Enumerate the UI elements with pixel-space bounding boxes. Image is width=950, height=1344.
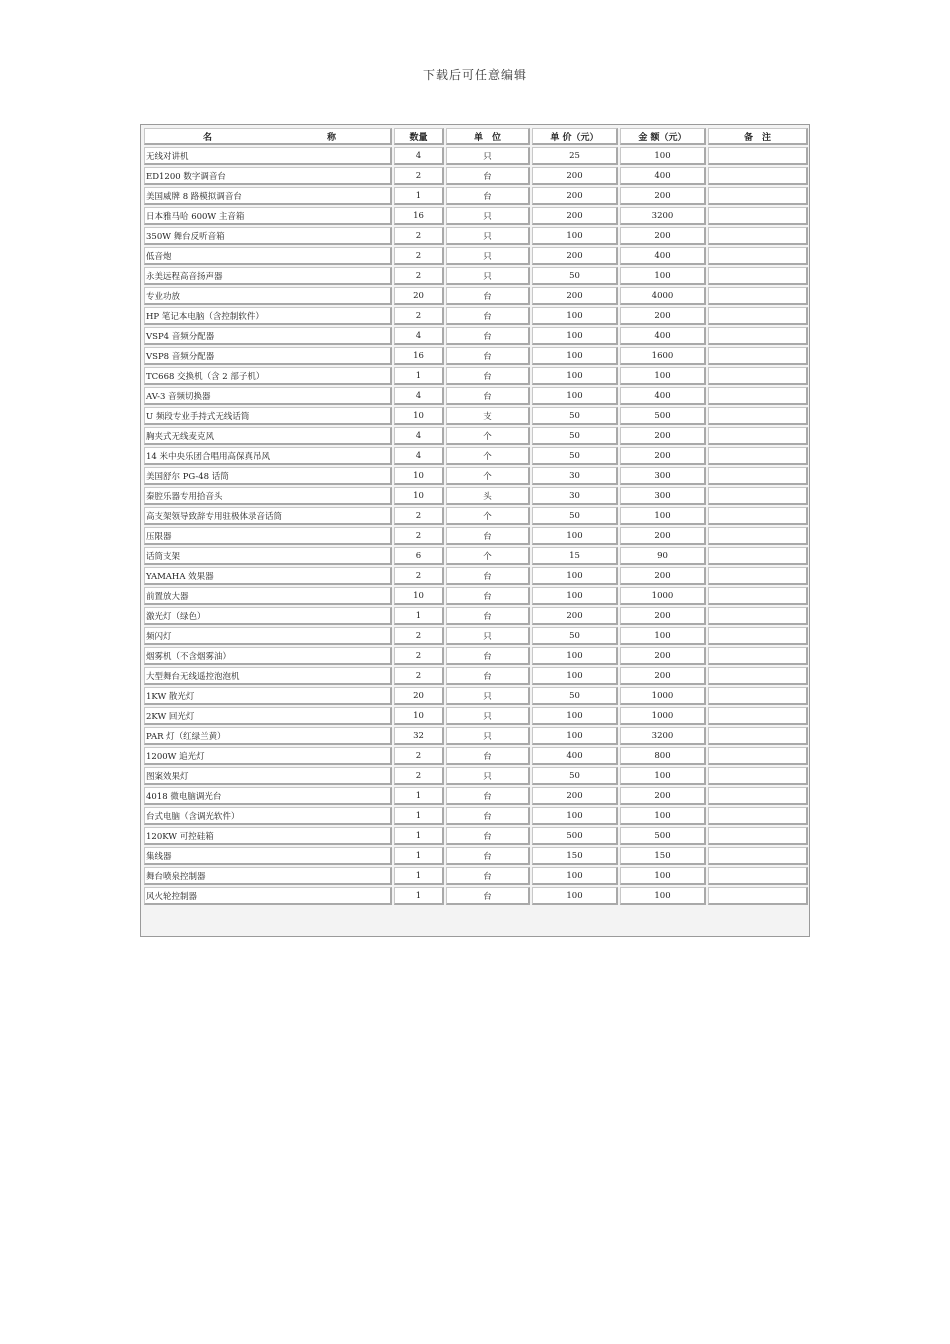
cell-qty: 20 [394,687,444,705]
cell-price: 200 [532,247,618,265]
cell-unit: 台 [446,307,530,325]
cell-price: 50 [532,507,618,525]
cell-amount: 90 [620,547,706,565]
cell-amount: 3200 [620,727,706,745]
cell-amount: 100 [620,367,706,385]
cell-qty: 1 [394,847,444,865]
cell-remark [708,887,808,905]
cell-name: 图案效果灯 [144,767,392,785]
cell-amount: 4000 [620,287,706,305]
cell-name: 1KW 散光灯 [144,687,392,705]
cell-price: 100 [532,727,618,745]
table-row [144,167,808,185]
cell-unit: 台 [446,567,530,585]
cell-name: HP 笔记本电脑（含控制软件） [144,307,392,325]
cell-amount: 200 [620,447,706,465]
header-amount: 金 额（元） [620,128,706,145]
cell-price: 200 [532,167,618,185]
cell-remark [708,847,808,865]
cell-amount: 100 [620,507,706,525]
cell-qty: 4 [394,427,444,445]
cell-name: 高支架领导致辞专用驻极体录音话筒 [144,507,392,525]
table-row [144,147,808,165]
cell-qty: 10 [394,407,444,425]
cell-amount: 300 [620,487,706,505]
cell-remark [708,447,808,465]
cell-amount: 3200 [620,207,706,225]
cell-amount: 400 [620,387,706,405]
table-row [144,827,808,845]
table-row [144,187,808,205]
table-row [144,247,808,265]
cell-price: 100 [532,667,618,685]
cell-unit: 个 [446,507,530,525]
cell-unit: 台 [446,887,530,905]
cell-qty: 2 [394,667,444,685]
cell-amount: 150 [620,847,706,865]
table-row [144,487,808,505]
cell-name: 频闪灯 [144,627,392,645]
cell-price: 200 [532,207,618,225]
cell-qty: 1 [394,787,444,805]
cell-unit: 台 [446,847,530,865]
cell-unit: 只 [446,267,530,285]
table-row [144,647,808,665]
table-row [144,287,808,305]
cell-price: 200 [532,187,618,205]
cell-unit: 只 [446,767,530,785]
cell-qty: 10 [394,707,444,725]
cell-name: 风火轮控制器 [144,887,392,905]
table-row [144,727,808,745]
cell-remark [708,607,808,625]
table-row [144,367,808,385]
cell-amount: 1000 [620,707,706,725]
cell-name: TC668 交换机（含 2 部子机） [144,367,392,385]
cell-qty: 6 [394,547,444,565]
cell-qty: 4 [394,147,444,165]
cell-name: 永美远程高音扬声器 [144,267,392,285]
cell-qty: 1 [394,187,444,205]
cell-price: 50 [532,407,618,425]
cell-price: 100 [532,347,618,365]
cell-unit: 台 [446,747,530,765]
cell-remark [708,527,808,545]
cell-amount: 200 [620,187,706,205]
cell-amount: 800 [620,747,706,765]
cell-remark [708,187,808,205]
cell-price: 100 [532,707,618,725]
cell-unit: 台 [446,787,530,805]
table-row [144,387,808,405]
cell-remark [708,867,808,885]
cell-remark [708,307,808,325]
cell-remark [708,567,808,585]
cell-remark [708,727,808,745]
cell-amount: 300 [620,467,706,485]
cell-unit: 台 [446,347,530,365]
cell-remark [708,207,808,225]
cell-amount: 500 [620,407,706,425]
cell-name: 前置放大器 [144,587,392,605]
cell-name: 烟雾机（不含烟雾油） [144,647,392,665]
cell-qty: 20 [394,287,444,305]
cell-unit: 只 [446,627,530,645]
cell-remark [708,587,808,605]
table-row [144,867,808,885]
cell-qty: 1 [394,367,444,385]
equipment-table-frame [140,124,810,937]
cell-qty: 16 [394,207,444,225]
header-qty: 数量 [394,128,444,145]
cell-price: 150 [532,847,618,865]
cell-qty: 2 [394,267,444,285]
table-body [144,147,808,905]
cell-qty: 2 [394,767,444,785]
cell-unit: 台 [446,527,530,545]
cell-name: U 频段专业手持式无线话筒 [144,407,392,425]
cell-unit: 个 [446,427,530,445]
table-row [144,207,808,225]
cell-amount: 100 [620,627,706,645]
cell-price: 30 [532,467,618,485]
cell-price: 50 [532,767,618,785]
cell-name: 美国威牌 8 路模拟调音台 [144,187,392,205]
cell-price: 50 [532,427,618,445]
cell-qty: 1 [394,867,444,885]
table-row [144,227,808,245]
cell-remark [708,247,808,265]
cell-amount: 1000 [620,587,706,605]
cell-price: 100 [532,587,618,605]
cell-price: 100 [532,807,618,825]
table-row [144,687,808,705]
cell-price: 100 [532,567,618,585]
cell-unit: 台 [446,327,530,345]
cell-amount: 500 [620,827,706,845]
cell-amount: 100 [620,767,706,785]
cell-price: 200 [532,607,618,625]
cell-remark [708,627,808,645]
cell-remark [708,227,808,245]
cell-name: 压限器 [144,527,392,545]
cell-name: VSP4 音频分配器 [144,327,392,345]
cell-unit: 只 [446,247,530,265]
cell-price: 200 [532,787,618,805]
table-row [144,467,808,485]
cell-name: 无线对讲机 [144,147,392,165]
table-row [144,327,808,345]
header-unit: 单 位 [446,128,530,145]
cell-amount: 400 [620,247,706,265]
table-row [144,787,808,805]
cell-remark [708,747,808,765]
cell-qty: 2 [394,527,444,545]
cell-unit: 只 [446,707,530,725]
cell-qty: 10 [394,467,444,485]
cell-remark [708,407,808,425]
cell-remark [708,767,808,785]
cell-price: 100 [532,327,618,345]
cell-unit: 只 [446,207,530,225]
cell-qty: 2 [394,247,444,265]
cell-unit: 只 [446,687,530,705]
cell-name: 1200W 追光灯 [144,747,392,765]
header-name-right: 称 [326,132,336,143]
cell-name: AV-3 音频切换器 [144,387,392,405]
cell-remark [708,367,808,385]
cell-unit: 个 [446,447,530,465]
cell-unit: 台 [446,807,530,825]
cell-price: 50 [532,267,618,285]
cell-unit: 台 [446,287,530,305]
cell-price: 100 [532,307,618,325]
cell-remark [708,807,808,825]
cell-remark [708,707,808,725]
table-row [144,847,808,865]
table-row [144,447,808,465]
cell-name: 激光灯（绿色） [144,607,392,625]
cell-price: 100 [532,527,618,545]
cell-name: 2KW 回光灯 [144,707,392,725]
cell-name: 4018 微电脑调光台 [144,787,392,805]
cell-amount: 1000 [620,687,706,705]
table-row [144,807,808,825]
header-name-left: 名 [203,132,213,143]
cell-remark [708,267,808,285]
table-row [144,607,808,625]
cell-amount: 200 [620,647,706,665]
cell-price: 400 [532,747,618,765]
table-header-row [144,128,808,145]
cell-name: 台式电脑（含调光软件） [144,807,392,825]
cell-remark [708,827,808,845]
table-row [144,427,808,445]
equipment-table [142,126,810,907]
table-row [144,407,808,425]
cell-remark [708,487,808,505]
cell-unit: 台 [446,827,530,845]
cell-price: 50 [532,627,618,645]
cell-qty: 4 [394,327,444,345]
header-price: 单 价（元） [532,128,618,145]
table-row [144,347,808,365]
cell-amount: 400 [620,327,706,345]
cell-price: 25 [532,147,618,165]
cell-qty: 1 [394,607,444,625]
page-header: 下载后可任意编辑 [422,68,527,82]
cell-price: 100 [532,887,618,905]
cell-amount: 200 [620,667,706,685]
cell-name: 舞台喷泉控制器 [144,867,392,885]
cell-remark [708,427,808,445]
table-row [144,667,808,685]
table-row [144,767,808,785]
cell-qty: 2 [394,307,444,325]
cell-amount: 200 [620,427,706,445]
cell-qty: 16 [394,347,444,365]
cell-unit: 头 [446,487,530,505]
cell-unit: 只 [446,227,530,245]
cell-price: 100 [532,367,618,385]
cell-remark [708,147,808,165]
cell-amount: 400 [620,167,706,185]
cell-remark [708,647,808,665]
cell-amount: 200 [620,227,706,245]
cell-amount: 200 [620,787,706,805]
header-remark: 备 注 [708,128,808,145]
cell-price: 50 [532,687,618,705]
cell-qty: 2 [394,647,444,665]
cell-name: 日本雅马哈 600W 主音箱 [144,207,392,225]
cell-unit: 台 [446,607,530,625]
cell-unit: 台 [446,867,530,885]
cell-amount: 200 [620,527,706,545]
cell-remark [708,687,808,705]
cell-name: YAMAHA 效果器 [144,567,392,585]
cell-name: 胸夹式无线麦克风 [144,427,392,445]
cell-qty: 2 [394,567,444,585]
cell-qty: 1 [394,887,444,905]
cell-name: 专业功放 [144,287,392,305]
cell-amount: 200 [620,307,706,325]
cell-unit: 台 [446,667,530,685]
cell-price: 30 [532,487,618,505]
cell-price: 500 [532,827,618,845]
table-row [144,747,808,765]
table-row [144,567,808,585]
cell-amount: 1600 [620,347,706,365]
table-row [144,587,808,605]
cell-unit: 台 [446,167,530,185]
cell-name: PAR 灯（红绿兰黄） [144,727,392,745]
header-name [144,128,392,145]
cell-unit: 台 [446,367,530,385]
cell-amount: 100 [620,867,706,885]
cell-unit: 支 [446,407,530,425]
cell-price: 50 [532,447,618,465]
cell-remark [708,467,808,485]
cell-price: 200 [532,287,618,305]
cell-price: 15 [532,547,618,565]
cell-unit: 台 [446,187,530,205]
cell-price: 100 [532,647,618,665]
cell-unit: 只 [446,727,530,745]
cell-qty: 1 [394,807,444,825]
cell-amount: 100 [620,267,706,285]
cell-remark [708,327,808,345]
cell-name: 美国舒尔 PG-48 话筒 [144,467,392,485]
table-row [144,507,808,525]
cell-price: 100 [532,227,618,245]
table-row [144,527,808,545]
cell-remark [708,667,808,685]
cell-name: VSP8 音频分配器 [144,347,392,365]
cell-qty: 4 [394,447,444,465]
cell-amount: 100 [620,807,706,825]
cell-amount: 200 [620,607,706,625]
cell-unit: 个 [446,547,530,565]
table-row [144,267,808,285]
cell-remark [708,547,808,565]
cell-remark [708,387,808,405]
cell-qty: 32 [394,727,444,745]
cell-unit: 台 [446,387,530,405]
cell-remark [708,167,808,185]
cell-qty: 2 [394,507,444,525]
cell-amount: 100 [620,147,706,165]
cell-qty: 2 [394,627,444,645]
cell-qty: 4 [394,387,444,405]
cell-name: 120KW 可控硅箱 [144,827,392,845]
cell-name: 350W 舞台反听音箱 [144,227,392,245]
cell-name: 低音炮 [144,247,392,265]
cell-qty: 2 [394,747,444,765]
table-row [144,547,808,565]
cell-unit: 只 [446,147,530,165]
cell-remark [708,347,808,365]
cell-remark [708,787,808,805]
cell-unit: 台 [446,587,530,605]
cell-unit: 台 [446,647,530,665]
cell-qty: 1 [394,827,444,845]
cell-name: 秦腔乐器专用拾音头 [144,487,392,505]
table-row [144,627,808,645]
cell-name: 集线器 [144,847,392,865]
cell-qty: 10 [394,587,444,605]
cell-price: 100 [532,387,618,405]
cell-name: ED1200 数字调音台 [144,167,392,185]
table-row [144,887,808,905]
cell-price: 100 [532,867,618,885]
cell-qty: 10 [394,487,444,505]
cell-qty: 2 [394,167,444,185]
table-row [144,707,808,725]
cell-unit: 个 [446,467,530,485]
cell-name: 大型舞台无线遥控泡泡机 [144,667,392,685]
cell-amount: 200 [620,567,706,585]
cell-remark [708,507,808,525]
cell-name: 话筒支架 [144,547,392,565]
cell-qty: 2 [394,227,444,245]
cell-amount: 100 [620,887,706,905]
cell-remark [708,287,808,305]
cell-name: 14 米中央乐团合唱用高保真吊风 [144,447,392,465]
table-row [144,307,808,325]
